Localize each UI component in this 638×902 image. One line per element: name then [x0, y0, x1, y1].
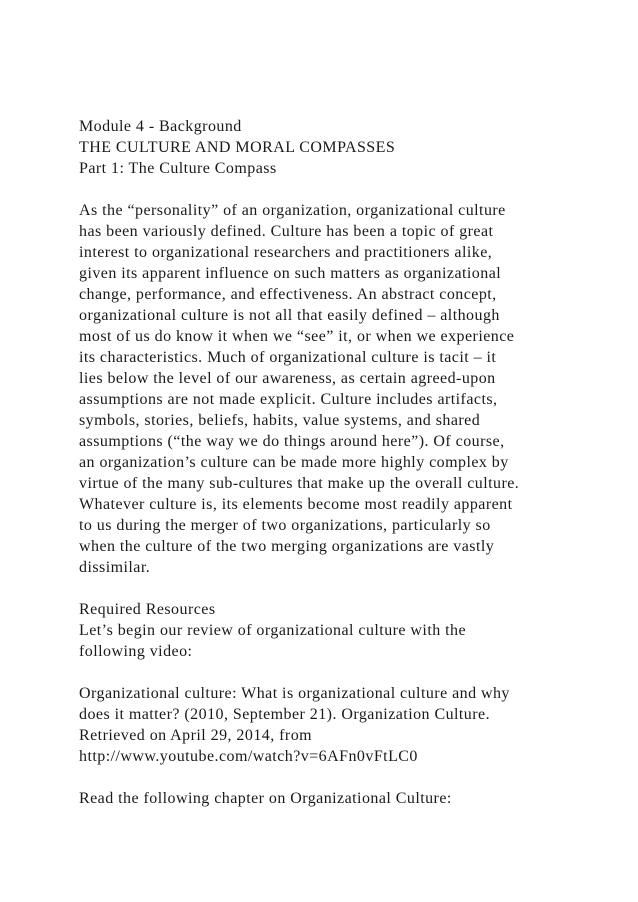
paragraph-line: change, performance, and effectiveness. An abstract concept, — [79, 286, 497, 303]
paragraph-line: dissimilar. — [79, 559, 151, 576]
paragraph-line: symbols, stories, beliefs, habits, value systems, and shared — [79, 412, 481, 429]
citation-line: Retrieved on April 29, 2014, from — [79, 727, 313, 744]
paragraph-line: assumptions are not made explicit. Culture includes artifacts, — [79, 391, 498, 408]
document-title: THE CULTURE AND MORAL COMPASSES — [79, 139, 396, 156]
paragraph-line: Read the following chapter on Organizational Culture: — [79, 790, 452, 807]
paragraph-line: to us during the merger of two organizations, particularly so — [79, 517, 491, 534]
part-subtitle: Part 1: The Culture Compass — [79, 160, 277, 177]
citation-block — [79, 683, 599, 767]
intro-paragraph — [79, 200, 599, 578]
resources-section — [79, 599, 599, 662]
module-label: Module 4 - Background — [79, 118, 242, 135]
paragraph-line: its characteristics. Much of organizational culture is tacit – it — [79, 349, 497, 366]
paragraph-line: most of us do know it when we “see” it, or when we experience — [79, 328, 515, 345]
paragraph-line: Let’s begin our review of organizational culture with the — [79, 622, 467, 639]
paragraph-line: interest to organizational researchers and practitioners alike, — [79, 244, 493, 261]
paragraph-line: following video: — [79, 643, 193, 660]
paragraph-line: As the “personality” of an organization, organizational culture — [79, 202, 506, 219]
paragraph-line: Whatever culture is, its elements become most readily apparent — [79, 496, 513, 513]
citation-line: Organizational culture: What is organizational culture and why — [79, 685, 510, 702]
reading-section — [79, 788, 599, 809]
paragraph-line: organizational culture is not all that easily defined – although — [79, 307, 500, 324]
citation-url: http://www.youtube.com/watch?v=6AFn0vFtLC0 — [79, 748, 418, 765]
section-heading: Required Resources — [79, 601, 216, 618]
header-block — [79, 116, 599, 179]
paragraph-line: given its apparent influence on such matters as organizational — [79, 265, 502, 282]
document-body — [79, 116, 599, 830]
paragraph-line: an organization’s culture can be made more highly complex by — [79, 454, 509, 471]
citation-line: does it matter? (2010, September 21). Organization Culture. — [79, 706, 491, 723]
paragraph-line: virtue of the many sub-cultures that make up the overall culture. — [79, 475, 520, 492]
paragraph-line: when the culture of the two merging organizations are vastly — [79, 538, 495, 555]
paragraph-line: lies below the level of our awareness, as certain agreed-upon — [79, 370, 496, 387]
paragraph-line: has been variously defined. Culture has been a topic of great — [79, 223, 494, 240]
paragraph-line: assumptions (“the way we do things around here”). Of course, — [79, 433, 505, 450]
